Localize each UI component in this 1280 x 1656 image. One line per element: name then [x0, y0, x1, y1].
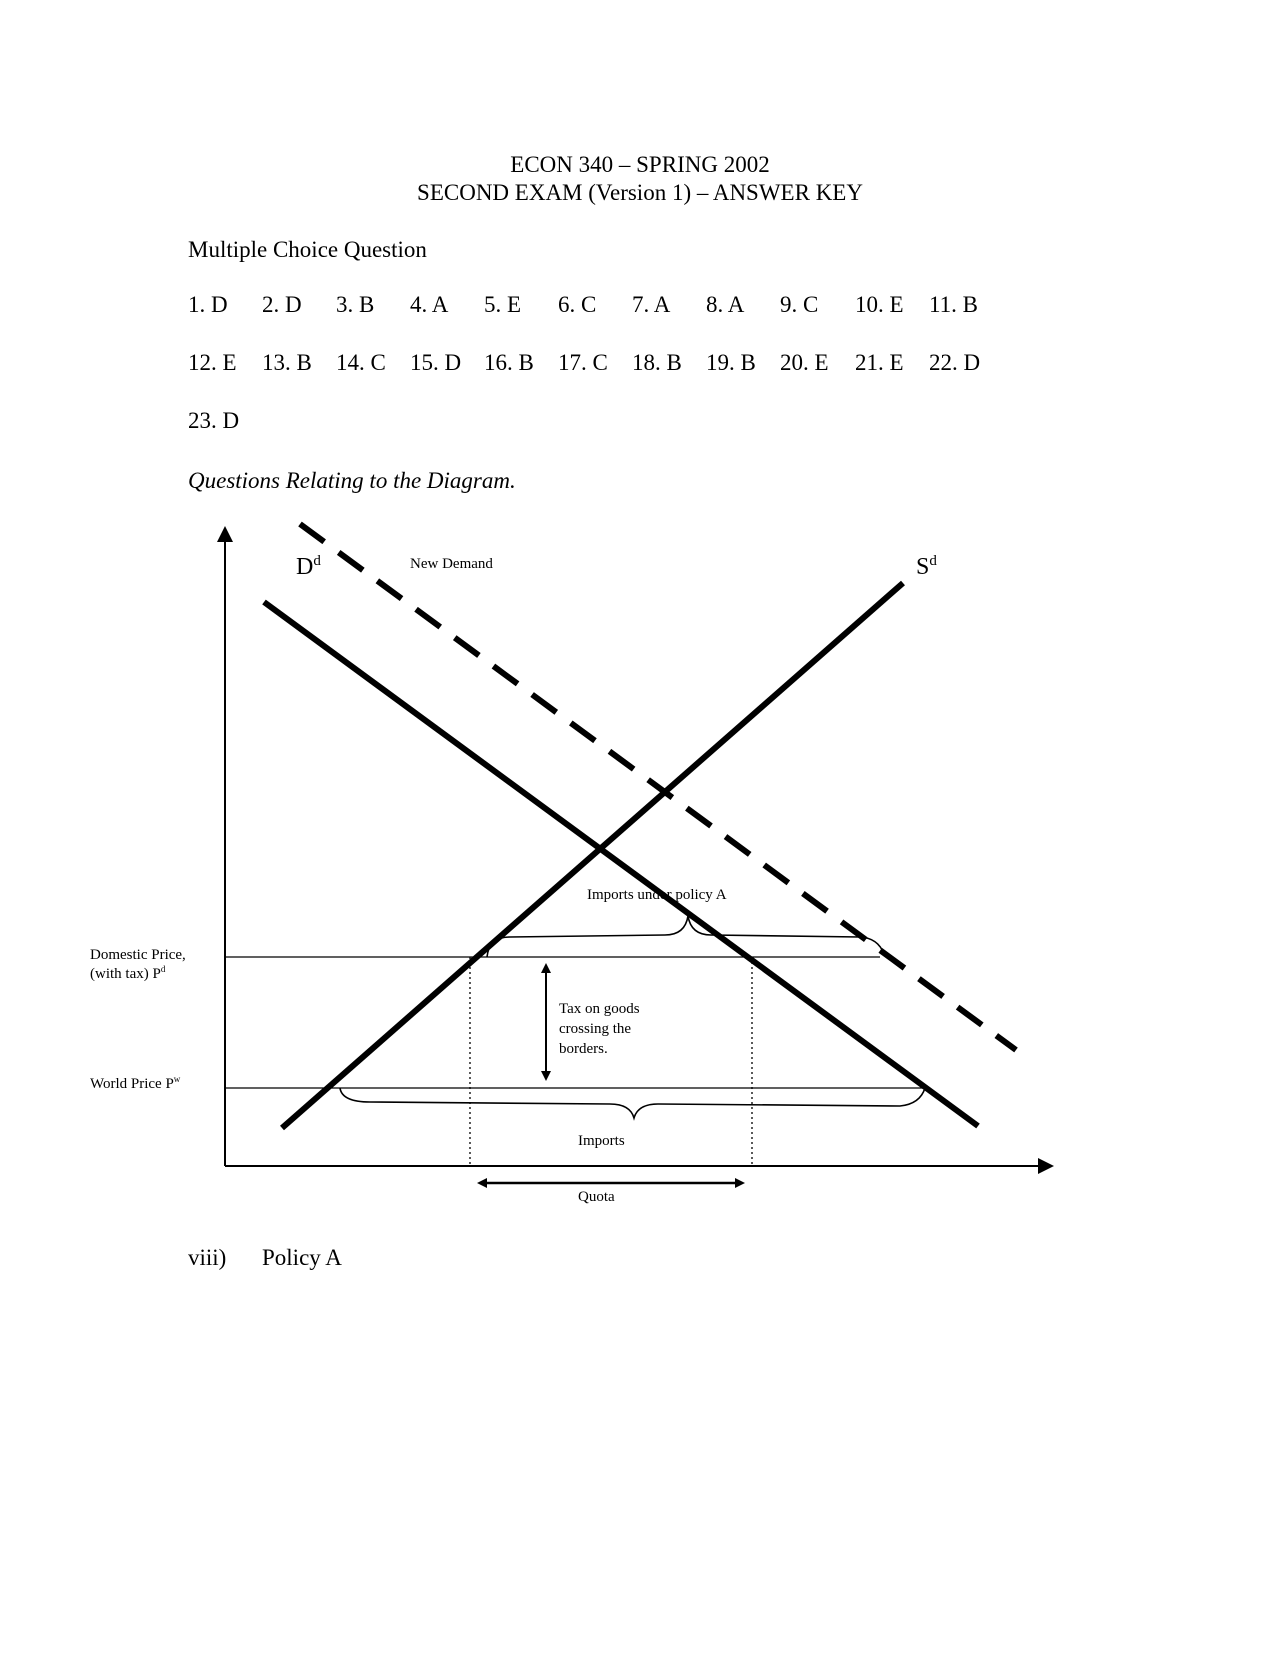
answer-item: 5. E	[484, 292, 522, 317]
answer-item: 20. E	[780, 350, 829, 375]
answer-item: 11. B	[929, 292, 978, 317]
answer-item: 8. A	[706, 292, 745, 317]
imports-policy-a-label: Imports under policy A	[587, 887, 727, 903]
world-price-label: World Price $P^w$	[90, 1074, 181, 1092]
answer-item: 4. A	[410, 292, 449, 317]
answer-item: 19. B	[706, 350, 756, 375]
answer-item: 22. D	[929, 350, 981, 375]
quota-label: Quota	[578, 1189, 615, 1205]
new-demand-curve	[300, 524, 1016, 1050]
supply-label: $S^d$	[916, 553, 937, 580]
answer-item: 14. C	[336, 350, 386, 375]
answer-item: 10. E	[855, 292, 904, 317]
multiple-choice-heading: Multiple Choice Question	[188, 237, 427, 262]
tax-label-line1: Tax on goods	[559, 1001, 640, 1017]
answer-item: 18. B	[632, 350, 682, 375]
answer-numeral: viii)	[188, 1245, 227, 1270]
y-axis-arrowhead	[217, 526, 233, 542]
diagram-heading: Questions Relating to the Diagram.	[188, 468, 516, 493]
answer-item: 9. C	[780, 292, 819, 317]
imports-brace	[340, 1088, 925, 1118]
answer-text: Policy A	[262, 1245, 342, 1270]
answer-item: 17. C	[558, 350, 608, 375]
answer-item: 13. B	[262, 350, 312, 375]
answer-item: 1. D	[188, 292, 228, 317]
answer-item: 6. C	[558, 292, 597, 317]
answer-item: 23. D	[188, 408, 240, 433]
answer-item: 16. B	[484, 350, 534, 375]
tax-label-line3: borders.	[559, 1041, 608, 1057]
demand-label: $D^d$	[296, 553, 321, 580]
imports-policy-a-brace	[487, 916, 884, 957]
new-demand-label: New Demand	[410, 556, 493, 572]
exam-title-course: ECON 340 – SPRING 2002	[510, 152, 770, 177]
domestic-price-label-line1: Domestic Price,	[90, 947, 186, 963]
exam-title-version: SECOND EXAM (Version 1) – ANSWER KEY	[417, 180, 863, 205]
domestic-price-label-line2: (with tax) $P^d$	[90, 964, 166, 982]
imports-label: Imports	[578, 1133, 625, 1149]
answer-item: 15. D	[410, 350, 462, 375]
tax-label-line2: crossing the	[559, 1021, 632, 1037]
answer-item: 21. E	[855, 350, 904, 375]
answer-item: 12. E	[188, 350, 237, 375]
answer-item: 3. B	[336, 292, 375, 317]
answer-item: 7. A	[632, 292, 671, 317]
answer-item: 2. D	[262, 292, 302, 317]
x-axis-arrowhead	[1038, 1158, 1054, 1174]
